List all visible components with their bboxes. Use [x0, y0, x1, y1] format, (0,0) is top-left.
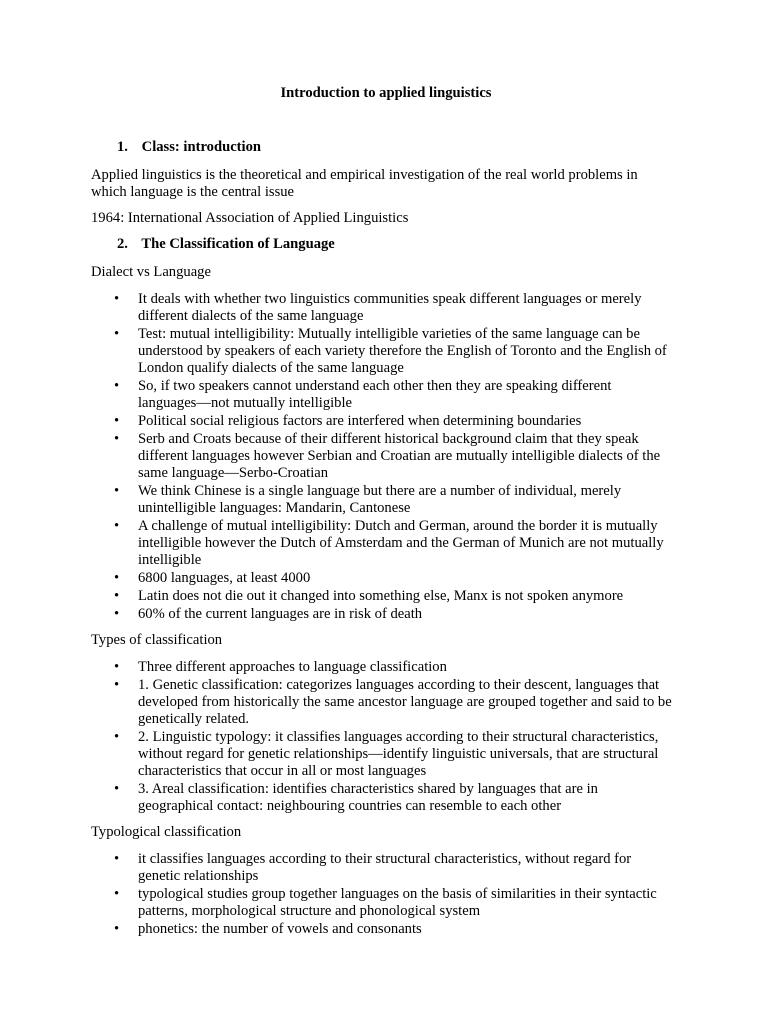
list-item — [91, 921, 672, 938]
list-item — [91, 659, 672, 676]
bullet-icon: • — [114, 413, 120, 429]
section-heading-text: Class: introduction — [141, 139, 261, 155]
list-item-text: Serb and Croats because of their different historical background claim that they speak different languages however Serbian and Croatian are mutually intelligible dialects of the same language—Serbo-Croatian — [138, 431, 661, 481]
section-number: 1. — [117, 139, 128, 155]
subheading-dialect-vs-language: Dialect vs Language — [91, 264, 211, 280]
list-item — [91, 326, 672, 377]
list-item — [91, 588, 672, 605]
list-item — [91, 677, 672, 728]
list-item-text: 60% of the current languages are in risk of death — [138, 606, 423, 622]
list-item — [91, 413, 672, 430]
bullet-icon: • — [114, 378, 120, 394]
list-item — [91, 378, 672, 412]
list-item-text: A challenge of mutual intelligibility: Dutch and German, around the border it is mutually intelligible however the Dutch of Amsterdam and the German of Munich are not mutually intelligible — [138, 518, 664, 568]
list-item-text: Test: mutual intelligibility: Mutually intelligible varieties of the same language can be understood by speakers of each variety therefore the English of Toronto and the English of London qualify dialects of the same language — [138, 326, 667, 376]
section-number: 2. — [117, 236, 128, 252]
list-item — [91, 886, 672, 920]
bullet-list-types — [91, 659, 672, 815]
list-item-text: Latin does not die out it changed into something else, Manx is not spoken anymore — [138, 588, 624, 604]
list-item-text: 3. Areal classification: identifies characteristics shared by languages that are in geographical contact: neighbouring countries can resemble to each other — [138, 781, 598, 814]
bullet-icon: • — [114, 518, 120, 534]
list-item — [91, 851, 672, 885]
bullet-icon: • — [114, 781, 120, 797]
list-item — [91, 570, 672, 587]
bullet-icon: • — [114, 431, 120, 447]
bullet-icon: • — [114, 921, 120, 937]
list-item-text: It deals with whether two linguistics communities speak different languages or merely different dialects of the same language — [138, 291, 642, 324]
bullet-icon: • — [114, 483, 120, 499]
list-item — [91, 291, 672, 325]
bullet-icon: • — [114, 570, 120, 586]
list-item-text: So, if two speakers cannot understand each other then they are speaking different languages—not mutually intelligible — [138, 378, 612, 411]
list-item-text: Three different approaches to language classification — [138, 659, 447, 675]
bullet-icon: • — [114, 659, 120, 675]
bullet-icon: • — [114, 326, 120, 342]
bullet-icon: • — [114, 588, 120, 604]
list-item-text: 1. Genetic classification: categorizes languages according to their descent, languages that developed from historically the same ancestor language are grouped together and said to be genetically related. — [138, 677, 672, 727]
list-item — [91, 729, 672, 780]
list-item-text: phonetics: the number of vowels and consonants — [138, 921, 422, 937]
bullet-icon: • — [114, 851, 120, 867]
list-item — [91, 483, 672, 517]
list-item — [91, 781, 672, 815]
document-title: Introduction to applied linguistics — [280, 85, 492, 101]
list-item — [91, 606, 672, 623]
bullet-icon: • — [114, 606, 120, 622]
paragraph-definition: Applied linguistics is the theoretical and empirical investigation of the real world problems in which language is the central issue — [91, 167, 638, 200]
list-item — [91, 431, 672, 482]
subheading-typological-classification: Typological classification — [91, 824, 242, 840]
bullet-icon: • — [114, 886, 120, 902]
section-heading-classification — [91, 236, 672, 253]
bullet-list-dialect — [91, 291, 672, 623]
list-item-text: We think Chinese is a single language but there are a number of individual, merely unintelligible languages: Mandarin, Cantonese — [138, 483, 622, 516]
list-item-text: typological studies group together languages on the basis of similarities in their syntactic patterns, morphological structure and phonological system — [138, 886, 657, 919]
bullet-icon: • — [114, 291, 120, 307]
list-item-text: it classifies languages according to their structural characteristics, without regard for genetic relationships — [138, 851, 632, 884]
bullet-icon: • — [114, 729, 120, 745]
section-heading-text: The Classification of Language — [141, 236, 335, 252]
list-item — [91, 518, 672, 569]
list-item-text: 6800 languages, at least 4000 — [138, 570, 311, 586]
section-heading-class-introduction — [91, 139, 672, 156]
bullet-list-typological — [91, 851, 672, 938]
paragraph-association: 1964: International Association of Applied Linguistics — [91, 210, 409, 226]
bullet-icon: • — [114, 677, 120, 693]
list-item-text: 2. Linguistic typology: it classifies languages according to their structural characteristics, without regard for genetic relationships—identify linguistic universals, that are structural characteristics that occur in all or most languages — [138, 729, 659, 779]
subheading-types-of-classification: Types of classification — [91, 632, 223, 648]
list-item-text: Political social religious factors are interfered when determining boundaries — [138, 413, 582, 429]
